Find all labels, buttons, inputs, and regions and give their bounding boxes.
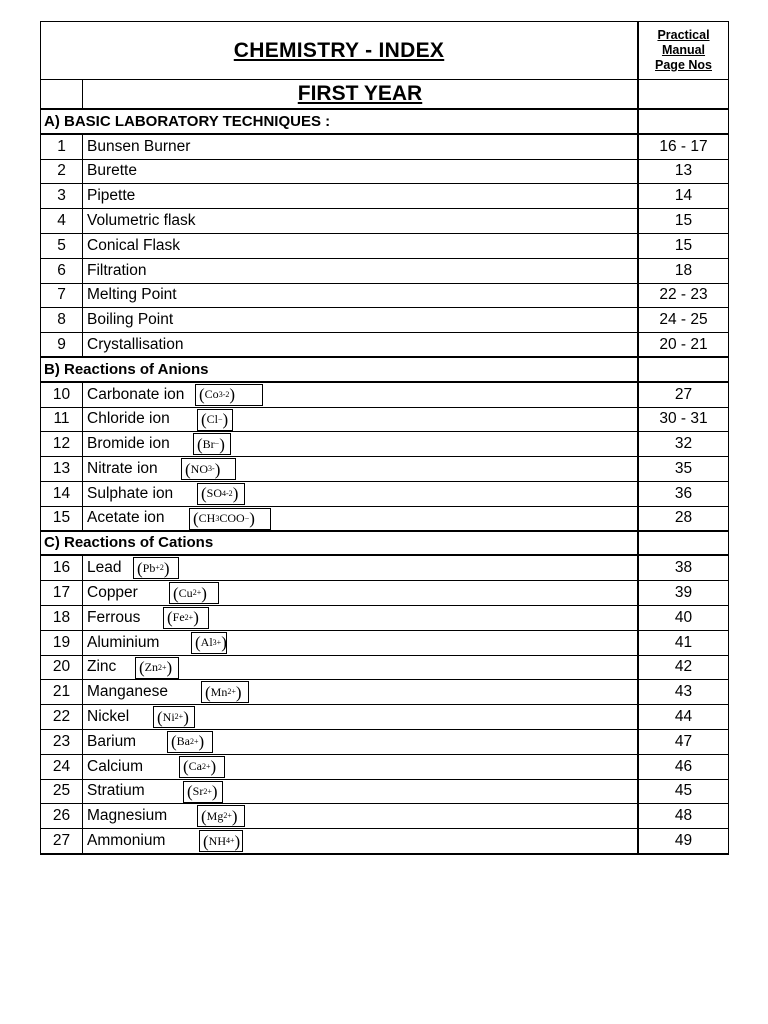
year-row xyxy=(41,80,728,110)
page-header-line-3: Page Nos xyxy=(655,58,712,72)
item-number: 8 xyxy=(41,308,83,332)
paren-close: ) xyxy=(232,484,239,504)
ion-formula: ( Ba 2+ ) xyxy=(167,731,213,753)
table-row xyxy=(41,705,728,730)
formula-base: Zn xyxy=(144,660,159,675)
index-body xyxy=(41,110,728,854)
formula-tail: COO xyxy=(219,511,245,526)
paren-close: ) xyxy=(234,831,241,851)
item-number: 18 xyxy=(41,606,83,630)
ion-formula: ( NO 3 - ) xyxy=(181,458,236,480)
table-row xyxy=(41,259,728,284)
item-number: 26 xyxy=(41,804,83,828)
item-number: 17 xyxy=(41,581,83,605)
item-name: Barium xyxy=(87,732,137,750)
table-row xyxy=(41,606,728,631)
formula-base: Br xyxy=(202,436,215,451)
item-name: Pipette xyxy=(87,187,136,205)
table-row xyxy=(41,780,728,805)
ion-formula: ( Ca 2+ ) xyxy=(179,756,225,778)
item-name: Stratium xyxy=(87,782,145,800)
item-name-cell xyxy=(83,135,639,159)
section-heading: C) Reactions of Cations xyxy=(41,532,639,555)
paren-open: ( xyxy=(201,806,207,826)
item-name-cell xyxy=(83,829,639,853)
formula-base: NH xyxy=(208,833,227,848)
item-name-cell xyxy=(83,234,639,258)
item-number: 14 xyxy=(41,482,83,506)
item-number: 27 xyxy=(41,829,83,853)
page-number: 44 xyxy=(674,708,693,726)
item-number: 16 xyxy=(41,556,83,580)
ion-formula: ( Mn 2+ ) xyxy=(201,681,249,703)
item-number: 21 xyxy=(41,680,83,704)
item-name: Copper xyxy=(87,584,138,602)
page-number: 49 xyxy=(674,832,693,849)
paren-close: ) xyxy=(210,757,217,777)
item-name: Crystallisation xyxy=(87,335,184,353)
table-row xyxy=(41,432,728,457)
item-number: 23 xyxy=(41,730,83,754)
page-number: 39 xyxy=(674,584,693,602)
paren-close: ) xyxy=(183,707,189,727)
paren-open: ( xyxy=(171,732,177,752)
paren-close: ) xyxy=(231,806,238,826)
item-number: 2 xyxy=(41,160,83,184)
table-row xyxy=(41,482,728,507)
item-number: 19 xyxy=(41,631,83,655)
item-name: Volumetric flask xyxy=(87,212,196,230)
item-name: Sulphate ion xyxy=(87,484,174,502)
paren-close: ) xyxy=(193,608,199,628)
paren-close: ) xyxy=(219,434,225,454)
paren-close: ) xyxy=(201,583,207,603)
page-number: 13 xyxy=(674,162,693,180)
section-heading: B) Reactions of Anions xyxy=(41,358,639,381)
item-name: Ferrous xyxy=(87,608,141,626)
item-number: 25 xyxy=(41,780,83,804)
ion-formula: ( Zn 2+ ) xyxy=(135,657,179,679)
item-name-cell xyxy=(83,606,639,630)
item-name-cell xyxy=(83,507,639,530)
paren-open: ( xyxy=(199,385,205,405)
item-name: Lead xyxy=(87,559,122,577)
item-name-cell xyxy=(83,680,639,704)
item-name: Nickel xyxy=(87,708,130,726)
ion-formula: ( NH 4 + ) xyxy=(199,830,243,852)
item-number: 6 xyxy=(41,259,83,283)
item-name-cell xyxy=(83,383,639,407)
item-number: 4 xyxy=(41,209,83,233)
item-name: Bunsen Burner xyxy=(87,137,191,155)
ion-formula: ( Sr 2+ ) xyxy=(183,781,223,803)
table-row xyxy=(41,284,728,309)
section-row xyxy=(41,532,728,557)
ion-formula: ( Cu 2+ ) xyxy=(169,582,219,604)
ion-formula: ( Fe 2+ ) xyxy=(163,607,209,629)
item-name-cell xyxy=(83,780,639,804)
table-row xyxy=(41,383,728,408)
paren-open: ( xyxy=(197,434,203,454)
page-number: 45 xyxy=(674,782,693,800)
table-row xyxy=(41,829,728,854)
item-number: 11 xyxy=(41,408,83,432)
table-row xyxy=(41,656,728,681)
year-num-cell xyxy=(41,80,83,108)
formula-base: Sr xyxy=(192,784,204,799)
page-column-header xyxy=(639,22,728,79)
paren-open: ( xyxy=(173,583,179,603)
page-number: 20 - 21 xyxy=(659,335,708,353)
page-number: 47 xyxy=(674,732,693,750)
item-name-cell xyxy=(83,482,639,506)
page-number: 35 xyxy=(674,460,693,478)
ion-formula: ( Br − ) xyxy=(193,433,231,455)
page-number: 15 xyxy=(674,236,693,254)
item-name-cell xyxy=(83,755,639,779)
item-name: Carbonate ion xyxy=(87,385,185,403)
paren-open: ( xyxy=(157,707,163,727)
paren-close: ) xyxy=(222,410,229,430)
item-name: Burette xyxy=(87,162,137,180)
table-row xyxy=(41,804,728,829)
document-title: CHEMISTRY - INDEX xyxy=(41,22,639,79)
table-row xyxy=(41,135,728,160)
item-number: 3 xyxy=(41,184,83,208)
formula-base: Co xyxy=(204,387,219,402)
ion-formula: ( Cl − ) xyxy=(197,409,233,431)
formula-base: SO xyxy=(206,486,223,501)
section-heading: A) BASIC LABORATORY TECHNIQUES : xyxy=(41,110,639,133)
paren-close: ) xyxy=(214,459,221,479)
ion-formula: ( Co 3 -2 ) xyxy=(195,384,263,406)
item-name-cell xyxy=(83,631,639,655)
item-name-cell xyxy=(83,308,639,332)
item-name-cell xyxy=(83,432,639,456)
item-number: 10 xyxy=(41,383,83,407)
page-number: 36 xyxy=(674,484,693,502)
formula-base: Pb xyxy=(142,560,156,575)
item-number: 5 xyxy=(41,234,83,258)
item-name-cell xyxy=(83,184,639,208)
item-name-cell xyxy=(83,556,639,580)
item-name: Aluminium xyxy=(87,633,160,651)
paren-open: ( xyxy=(203,831,209,851)
item-number: 20 xyxy=(41,656,83,680)
table-row xyxy=(41,333,728,358)
index-table xyxy=(40,21,729,855)
page-number: 27 xyxy=(674,385,693,403)
page-number: 16 - 17 xyxy=(659,137,708,155)
item-name: Acetate ion xyxy=(87,509,165,527)
page-number: 43 xyxy=(674,683,693,701)
section-page-cell xyxy=(639,358,728,381)
item-name-cell xyxy=(83,160,639,184)
page-number: 30 - 31 xyxy=(659,410,708,428)
table-row xyxy=(41,457,728,482)
paren-open: ( xyxy=(193,509,199,529)
formula-base: Ba xyxy=(176,734,191,749)
item-number: 15 xyxy=(41,507,83,530)
item-name: Boiling Point xyxy=(87,311,174,329)
paren-open: ( xyxy=(137,558,143,578)
formula-base: Mg xyxy=(206,808,224,823)
page-number: 48 xyxy=(674,807,693,825)
item-name-cell xyxy=(83,804,639,828)
paren-close: ) xyxy=(229,385,236,405)
paren-open: ( xyxy=(205,682,211,702)
page-number: 18 xyxy=(674,261,693,279)
page-number: 38 xyxy=(674,559,693,577)
paren-open: ( xyxy=(201,484,207,504)
page-number: 32 xyxy=(674,435,693,453)
page-number: 14 xyxy=(674,187,693,205)
item-name-cell xyxy=(83,581,639,605)
item-number: 9 xyxy=(41,333,83,356)
item-name: Bromide ion xyxy=(87,435,170,453)
paren-open: ( xyxy=(195,633,201,653)
item-name-cell xyxy=(83,284,639,308)
page-number: 42 xyxy=(674,658,693,676)
item-name: Calcium xyxy=(87,757,143,775)
page-number: 46 xyxy=(674,757,693,775)
formula-base: NO xyxy=(190,461,209,476)
item-number: 24 xyxy=(41,755,83,779)
section-row xyxy=(41,110,728,135)
paren-close: ) xyxy=(198,732,205,752)
table-row xyxy=(41,755,728,780)
item-name: Zinc xyxy=(87,658,117,676)
ion-formula: ( Ni 2+ ) xyxy=(153,706,195,728)
section-page-cell xyxy=(639,532,728,555)
page-header-line-1: Practical xyxy=(657,28,710,42)
section-row xyxy=(41,358,728,383)
paren-close: ) xyxy=(211,782,218,802)
page-number: 40 xyxy=(674,608,693,626)
paren-open: ( xyxy=(183,757,189,777)
paren-open: ( xyxy=(139,658,145,678)
ion-formula: ( CH 3 COO − ) xyxy=(189,508,271,530)
page-number: 41 xyxy=(674,633,693,651)
item-name: Nitrate ion xyxy=(87,460,158,478)
item-number: 22 xyxy=(41,705,83,729)
item-number: 7 xyxy=(41,284,83,308)
formula-base: Ni xyxy=(162,709,175,724)
item-number: 13 xyxy=(41,457,83,481)
formula-base: Cl xyxy=(206,412,219,427)
item-name: Filtration xyxy=(87,261,147,279)
table-row xyxy=(41,209,728,234)
item-name: Magnesium xyxy=(87,807,168,825)
paren-close: ) xyxy=(221,633,227,653)
ion-formula: ( Pb +2 ) xyxy=(133,557,179,579)
table-row xyxy=(41,160,728,185)
item-name-cell xyxy=(83,705,639,729)
item-name: Melting Point xyxy=(87,286,177,304)
item-name: Ammonium xyxy=(87,832,166,849)
year-page-cell xyxy=(639,80,728,108)
table-row xyxy=(41,581,728,606)
formula-base: Mn xyxy=(210,684,228,699)
page-number: 28 xyxy=(674,509,693,527)
table-row xyxy=(41,308,728,333)
item-name-cell xyxy=(83,730,639,754)
formula-base: Fe xyxy=(172,610,185,625)
paren-open: ( xyxy=(185,459,191,479)
paren-open: ( xyxy=(167,608,173,628)
item-name-cell xyxy=(83,656,639,680)
paren-close: ) xyxy=(235,682,242,702)
table-row xyxy=(41,234,728,259)
section-page-cell xyxy=(639,110,728,133)
ion-formula: ( Al 3 + ) xyxy=(191,632,227,654)
item-number: 12 xyxy=(41,432,83,456)
paren-open: ( xyxy=(201,410,207,430)
ion-formula: ( Mg 2+ ) xyxy=(197,805,245,827)
paren-open: ( xyxy=(187,782,193,802)
item-name: Manganese xyxy=(87,683,169,701)
formula-base: Al xyxy=(200,635,213,650)
formula-base: Cu xyxy=(178,585,193,600)
item-name: Conical Flask xyxy=(87,236,181,254)
page-number: 22 - 23 xyxy=(659,286,708,304)
table-row xyxy=(41,730,728,755)
page-number: 24 - 25 xyxy=(659,311,708,329)
table-row xyxy=(41,507,728,532)
year-heading: FIRST YEAR xyxy=(83,80,639,108)
paren-close: ) xyxy=(166,658,173,678)
paren-close: ) xyxy=(163,558,170,578)
table-row xyxy=(41,556,728,581)
item-name-cell xyxy=(83,259,639,283)
item-name-cell xyxy=(83,408,639,432)
table-row xyxy=(41,631,728,656)
ion-formula: ( SO 4 -2 ) xyxy=(197,483,245,505)
table-row xyxy=(41,184,728,209)
paren-close: ) xyxy=(249,509,255,529)
table-row xyxy=(41,680,728,705)
page-number: 15 xyxy=(674,212,693,230)
page-header-line-2: Manual xyxy=(661,43,706,57)
formula-base: CH xyxy=(198,511,216,526)
title-row xyxy=(41,22,728,80)
item-number: 1 xyxy=(41,135,83,159)
formula-base: Ca xyxy=(188,759,203,774)
item-name-cell xyxy=(83,333,639,356)
item-name-cell xyxy=(83,209,639,233)
item-name-cell xyxy=(83,457,639,481)
item-name: Chloride ion xyxy=(87,410,170,428)
table-row xyxy=(41,408,728,433)
